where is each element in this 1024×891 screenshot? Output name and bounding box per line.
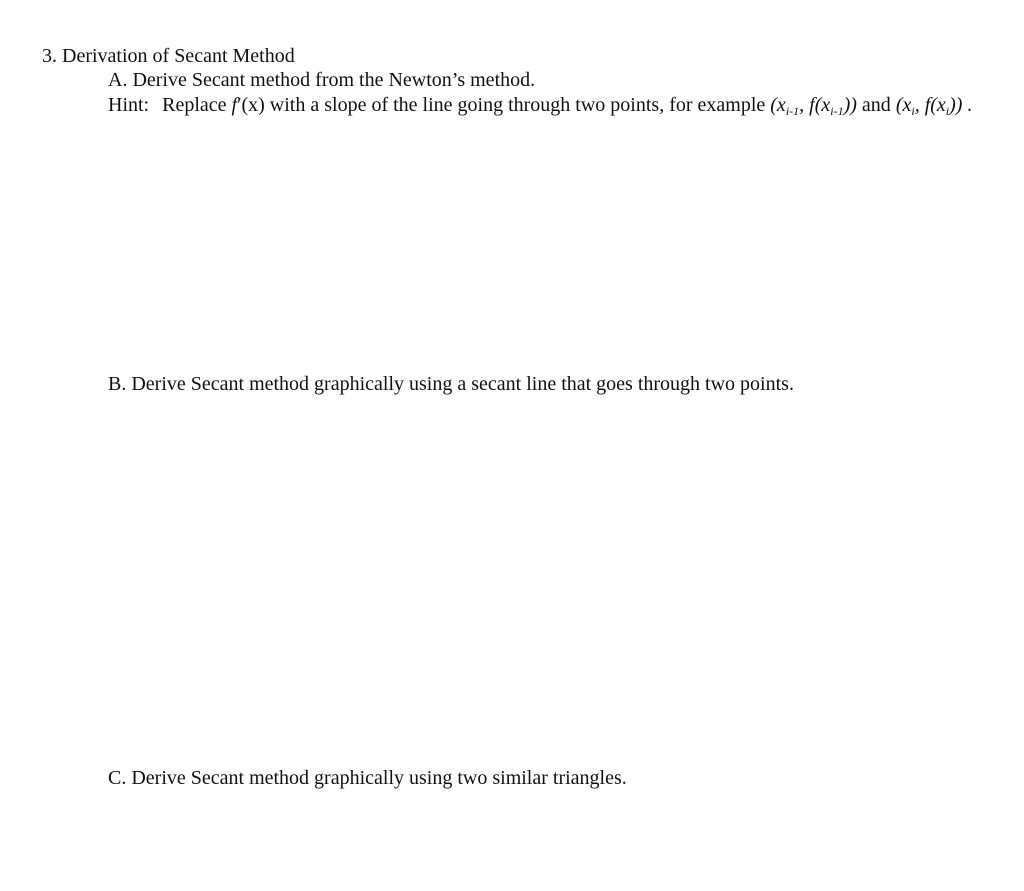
question-heading: 3. Derivation of Secant Method	[42, 45, 295, 67]
part-c-prompt: C. Derive Secant method graphically using two similar triangles.	[108, 767, 627, 789]
prime-x: ′(x)	[237, 94, 265, 116]
point-2: ($x_i$, $f(x_i)$) .	[895, 94, 973, 118]
hint-replace-text: Replace	[162, 94, 227, 116]
hint-and: and	[861, 94, 891, 116]
hint-slope-text: with a slope of the line going through two points, for example	[269, 94, 766, 116]
hint-line	[108, 93, 972, 117]
point-1: ($x_{i-1}$, $f(x_{i-1})$)	[770, 94, 857, 118]
f-symbol: f	[231, 94, 238, 116]
derivative-formula	[232, 94, 265, 116]
part-b-prompt: B. Derive Secant method graphically using a secant line that goes through two points.	[108, 373, 794, 395]
part-a-prompt: A. Derive Secant method from the Newton’s method.	[108, 69, 536, 91]
hint-label: Hint:	[108, 94, 150, 116]
